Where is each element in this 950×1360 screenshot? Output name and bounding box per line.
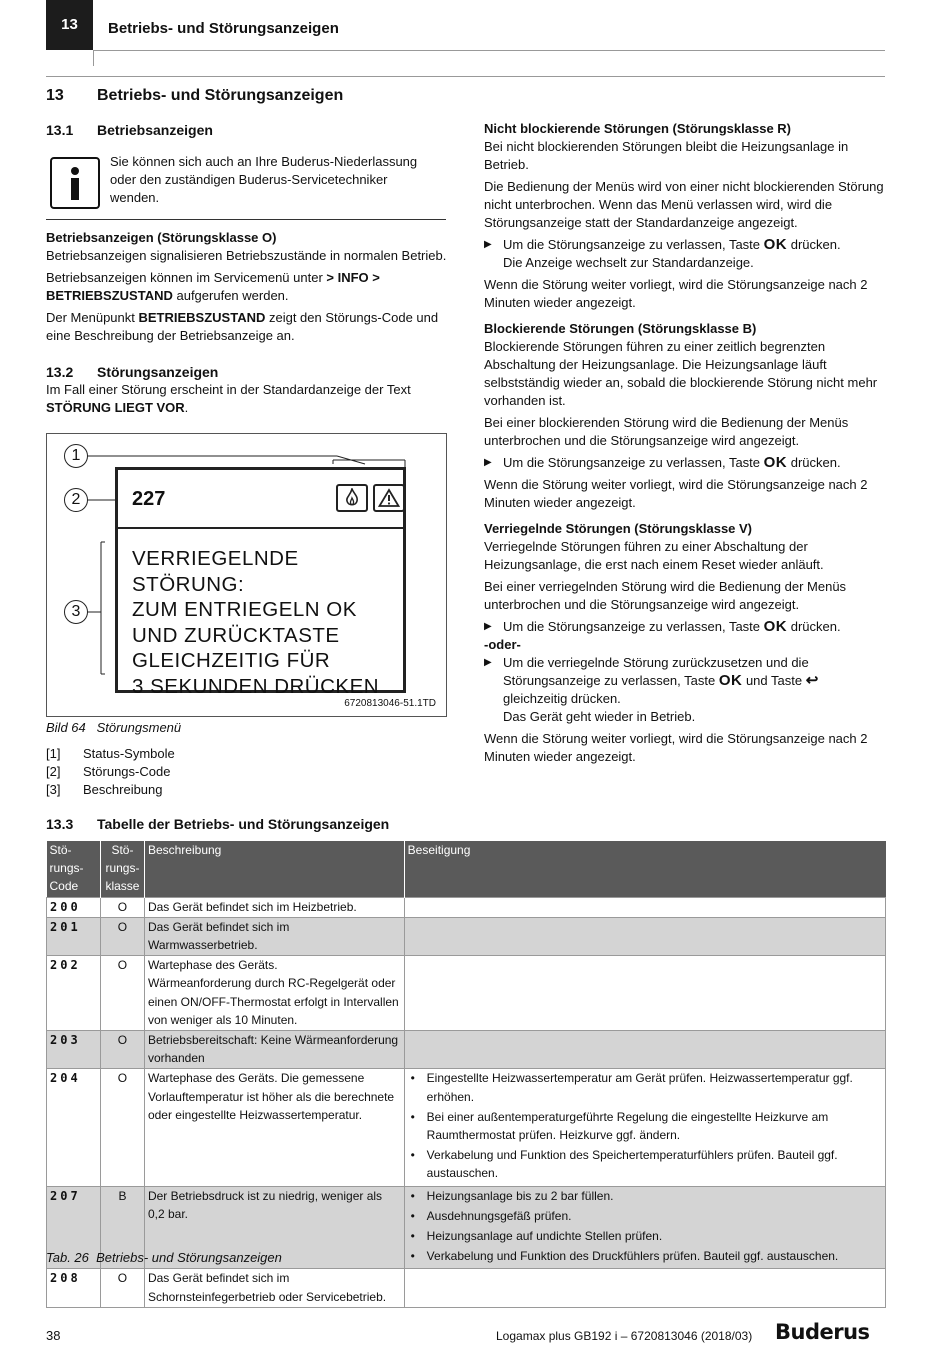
flame-icon (336, 484, 368, 512)
header-description: Beschreibung (144, 841, 404, 897)
class-b-paragraph-2: Bei einer blockierenden Störung wird die Bedienung der Menüs unterbrochen und die Störungsanzeige wird angezeigt. (484, 415, 849, 448)
document-id: Logamax plus GB192 i – 6720813046 (2018/03) (496, 1329, 753, 1343)
figure-caption: Bild 64 Störungsmenü (46, 720, 182, 735)
fault-class-cell: O (100, 1269, 144, 1307)
section-13-1-heading: 13.1 Betriebsanzeigen (46, 122, 213, 138)
fault-class-cell: O (100, 897, 144, 917)
remedy-item: • Verkabelung und Funktion des Speichertemperaturfühlers prüfen. Bauteil ggf. austauschen. (408, 1146, 882, 1182)
fault-code-cell: 204 (47, 1069, 101, 1186)
table-row (47, 897, 886, 917)
class-r-step-result: Die Anzeige wechselt zur Standardanzeige. (503, 255, 754, 270)
remedy-cell (404, 956, 885, 1031)
class-v-paragraph-1: Verriegelnde Störungen führen zu einer Abschaltung der Heizungsanlage, die erst nach einem Reset wieder anläuft. (484, 539, 824, 572)
class-o-paragraph-2: Betriebsanzeigen können im Servicemenü unter > INFO > BETRIEBSZUSTAND aufgerufen werden. (46, 270, 380, 303)
fault-code-cell: 202 (47, 956, 101, 1031)
legend-item: [1] Status-Symbole (46, 746, 175, 761)
table-caption: Tab. 26 Betriebs- und Störungsanzeigen (46, 1250, 282, 1265)
class-b-heading: Blockierende Störungen (Störungsklasse B) (484, 321, 757, 336)
running-header-title: Betriebs- und Störungsanzeigen (108, 20, 339, 37)
class-b-paragraph-3: Wenn die Störung weiter vorliegt, wird die Störungsanzeige nach 2 Minuten wieder angezeigt. (484, 477, 868, 510)
ok-key-icon: OK (763, 236, 788, 253)
description-cell: Wartephase des Geräts. Wärmeanforderung durch RC-Regelgerät oder einen ON/OFF-Thermostat erfolgt in Intervallen von weniger als 10 Minuten. (144, 956, 404, 1031)
class-v-step-2-result: Das Gerät geht wieder in Betrieb. (503, 709, 696, 724)
back-key-icon: ↩ (805, 672, 819, 689)
page-number: 38 (46, 1328, 61, 1343)
remedy-item: • Bei einer außentemperaturgeführte Regelung die eingestellte Heizkurve am Raumthermostat prüfen. Heizkurve ggf. ändern. (408, 1108, 882, 1144)
section-13-2-paragraph: Im Fall einer Störung erscheint in der Standardanzeige der Text STÖRUNG LIEGT VOR. (46, 382, 411, 415)
screen-divider (118, 527, 403, 529)
class-v-heading: Verriegelnde Störungen (Störungsklasse V) (484, 521, 753, 536)
class-o-paragraph-3: Der Menüpunkt BETRIEBSZUSTAND zeigt den Störungs-Code und eine Beschreibung der Betriebsanzeige an. (46, 310, 439, 343)
table-row (47, 917, 886, 955)
section-divider (46, 76, 885, 77)
remedy-cell (404, 1069, 885, 1186)
table-header-row (47, 841, 886, 897)
remedy-cell (404, 1186, 885, 1269)
legend-item: [3] Beschreibung (46, 782, 163, 797)
legend-item: [2] Störungs-Code (46, 764, 171, 779)
fault-message: VERRIEGELNDE STÖRUNG: ZUM ENTRIEGELN OK UND ZURÜCKTASTE GLEICHZEITIG FÜR 3 SEKUNDEN DRÜCKEN (132, 547, 380, 698)
fault-code-cell: 201 (47, 917, 101, 955)
fault-code-cell: 207 (47, 1186, 101, 1269)
buderus-logo: Buderus (775, 1320, 870, 1344)
table-row (47, 1069, 886, 1186)
class-r-paragraph-3: Wenn die Störung weiter vorliegt, wird die Störungsanzeige nach 2 Minuten wieder angezeigt. (484, 277, 868, 310)
info-text: Sie können sich auch an Ihre Buderus-Niederlassung oder den zuständigen Buderus-Servicetechniker wenden. (110, 154, 418, 205)
remedy-item: • Heizungsanlage bis zu 2 bar füllen. (408, 1187, 882, 1205)
remedy-cell (404, 1269, 885, 1307)
fault-code: 227 (132, 488, 166, 510)
warning-icon (373, 484, 405, 512)
fault-class-cell: O (100, 917, 144, 955)
table-row (47, 956, 886, 1031)
header-remedy: Beseitigung (404, 841, 885, 897)
header-class: Stö- rungs- klasse (100, 841, 144, 897)
fault-class-cell: B (100, 1186, 144, 1269)
class-r-paragraph-1: Bei nicht blockierenden Störungen bleibt die Heizungsanlage in Betrieb. (484, 139, 849, 172)
class-v-paragraph-2: Bei einer verriegelnden Störung wird die Bedienung der Menüs unterbrochen und die Störungsanzeige wird angezeigt. (484, 579, 847, 612)
callout-1: 1 (64, 444, 88, 468)
class-o-heading: Betriebsanzeigen (Störungsklasse O) (46, 230, 277, 245)
right-column (484, 120, 886, 770)
remedy-item: • Heizungsanlage auf undichte Stellen prüfen. (408, 1227, 882, 1245)
callout-2: 2 (64, 488, 88, 512)
section-13-heading: 13 Betriebs- und Störungsanzeigen (46, 87, 344, 104)
description-cell: Wartephase des Geräts. Die gemessene Vorlauftemperatur ist höher als die berechnete oder eingestellte Heizwassertemperatur. (144, 1069, 404, 1186)
class-r-step: ▶ Um die Störungsanzeige zu verlassen, Taste OK drücken. (484, 236, 886, 254)
fault-menu-figure (46, 433, 447, 717)
info-box (46, 150, 446, 220)
table-row (47, 1030, 886, 1068)
remedy-cell (404, 1030, 885, 1068)
info-icon (50, 157, 100, 209)
ok-key-icon: OK (763, 454, 788, 471)
header-divider-tick (93, 50, 94, 66)
header-code: Stö- rungs- Code (47, 841, 101, 897)
fault-class-cell: O (100, 1069, 144, 1186)
display-screen (115, 467, 406, 698)
class-v-paragraph-3: Wenn die Störung weiter vorliegt, wird die Störungsanzeige nach 2 Minuten wieder angezeigt. (484, 731, 868, 764)
ok-key-icon: OK (718, 672, 743, 689)
remedy-cell (404, 897, 885, 917)
fault-table (46, 841, 886, 1308)
remedy-cell (404, 917, 885, 955)
class-v-step-2: ▶ Um die verriegelnde Störung zurückzusetzen und die Störungsanzeige zu verlassen, Taste OK und Taste ↩ gleichzeitig drücken. (484, 654, 886, 708)
chapter-number-tab: 13 (46, 0, 93, 50)
class-b-step: ▶ Um die Störungsanzeige zu verlassen, Taste OK drücken. (484, 454, 886, 472)
class-v-step-1: ▶ Um die Störungsanzeige zu verlassen, Taste OK drücken. (484, 618, 886, 636)
figure-id: 6720813046-51.1TD (344, 698, 436, 709)
class-r-paragraph-2: Die Bedienung der Menüs wird von einer nicht blockierenden Störung nicht unterbrochen. Wenn das Menü verlassen wird, wird die Störungsanzeige statt der Standardanzeige angezeigt. (484, 179, 884, 230)
description-cell: Der Betriebsdruck ist zu niedrig, weniger als 0,2 bar. (144, 1186, 404, 1269)
section-13-3-heading: 13.3 Tabelle der Betriebs- und Störungsanzeigen (46, 816, 390, 832)
class-o-paragraph-1: Betriebsanzeigen signalisieren Betriebszustände in normalen Betrieb. (46, 248, 447, 263)
class-r-heading: Nicht blockierende Störungen (Störungsklasse R) (484, 121, 791, 136)
figure-legend (46, 745, 175, 799)
header-divider (93, 50, 885, 51)
section-13-2 (46, 363, 446, 417)
table-row (47, 1269, 886, 1307)
callout-3: 3 (64, 600, 88, 624)
oder-separator: -oder- (484, 637, 521, 652)
fault-class-cell: O (100, 1030, 144, 1068)
remedy-item: • Eingestellte Heizwassertemperatur am Gerät prüfen. Heizwassertemperatur ggf. erhöhen. (408, 1069, 882, 1105)
description-cell: Das Gerät befindet sich im Schornsteinfegerbetrieb oder Servicebetrieb. (144, 1269, 404, 1307)
section-13-2-heading: 13.2 Störungsanzeigen (46, 364, 219, 380)
remedy-item: • Verkabelung und Funktion des Druckfühlers prüfen. Bauteil ggf. austauschen. (408, 1247, 882, 1265)
fault-code-cell: 208 (47, 1269, 101, 1307)
class-b-paragraph-1: Blockierende Störungen führen zu einer zeitlich begrenzten Abschaltung der Heizungsanlage. Die Heizungsanlage läuft selbstständig wieder an, sobald die blockierende Störung nicht mehr vorhanden ist. (484, 339, 878, 408)
fault-class-cell: O (100, 956, 144, 1031)
description-cell: Betriebsbereitschaft: Keine Wärmeanforderung vorhanden (144, 1030, 404, 1068)
class-o-section (46, 229, 448, 349)
description-cell: Das Gerät befindet sich im Heizbetrieb. (144, 897, 404, 917)
ok-key-icon: OK (763, 618, 788, 635)
fault-code-cell: 200 (47, 897, 101, 917)
description-cell: Das Gerät befindet sich im Warmwasserbetrieb. (144, 917, 404, 955)
fault-code-cell: 203 (47, 1030, 101, 1068)
remedy-item: • Ausdehnungsgefäß prüfen. (408, 1207, 882, 1225)
